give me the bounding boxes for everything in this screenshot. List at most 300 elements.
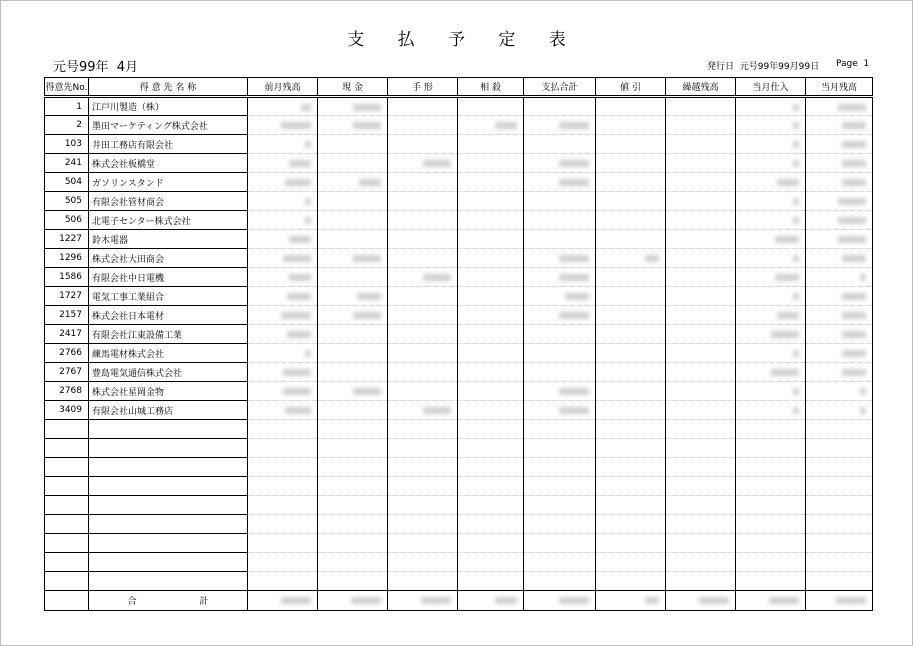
empty-cell xyxy=(388,477,458,496)
empty-row xyxy=(45,458,873,477)
amount-cell-redacted xyxy=(458,401,524,420)
customer-code: 1296 xyxy=(45,249,89,268)
customer-code: 506 xyxy=(45,211,89,230)
report-title: 支 払 予 定 表 xyxy=(347,30,580,50)
customer-code: 1727 xyxy=(45,287,89,306)
amount-cell-redacted xyxy=(806,135,873,154)
empty-cell xyxy=(248,553,318,572)
amount-cell-redacted xyxy=(524,287,596,306)
amount-cell-redacted xyxy=(388,116,458,135)
empty-cell xyxy=(806,572,873,591)
redacted-value xyxy=(305,198,311,205)
redacted-value xyxy=(287,293,311,300)
empty-cell xyxy=(45,420,89,439)
amount-cell-redacted xyxy=(458,135,524,154)
amount-cell-redacted xyxy=(248,154,318,173)
redacted-value xyxy=(771,331,799,338)
amount-cell-redacted xyxy=(806,97,873,116)
empty-cell xyxy=(45,477,89,496)
empty-cell xyxy=(736,572,806,591)
redacted-value xyxy=(421,597,451,604)
amount-cell-redacted xyxy=(318,363,388,382)
redacted-value xyxy=(793,141,799,148)
customer-name: 株式会社大田商会 xyxy=(89,249,248,268)
empty-cell xyxy=(318,420,388,439)
empty-cell xyxy=(806,515,873,534)
redacted-value xyxy=(836,597,866,604)
amount-cell-redacted xyxy=(318,230,388,249)
redacted-value xyxy=(842,141,866,148)
redacted-value xyxy=(281,122,311,129)
amount-cell-redacted xyxy=(388,344,458,363)
redacted-value xyxy=(289,274,311,281)
amount-cell-redacted xyxy=(806,363,873,382)
total-amount-redacted xyxy=(736,591,806,611)
empty-cell xyxy=(596,496,666,515)
amount-cell-redacted xyxy=(806,211,873,230)
empty-cell xyxy=(524,534,596,553)
amount-cell-redacted xyxy=(318,116,388,135)
redacted-value xyxy=(357,293,381,300)
empty-cell xyxy=(388,515,458,534)
amount-cell-redacted xyxy=(248,401,318,420)
empty-cell xyxy=(388,572,458,591)
redacted-value xyxy=(777,312,799,319)
page-number: Page 1 xyxy=(836,59,870,69)
redacted-value xyxy=(860,407,866,414)
col-header-carryover: 繰越残高 xyxy=(666,78,736,97)
empty-cell xyxy=(736,534,806,553)
amount-cell-redacted xyxy=(596,116,666,135)
amount-cell-redacted xyxy=(736,116,806,135)
redacted-value xyxy=(842,369,866,376)
amount-cell-redacted xyxy=(666,230,736,249)
amount-cell-redacted xyxy=(524,382,596,401)
empty-cell xyxy=(458,477,524,496)
table-row xyxy=(45,344,873,363)
customer-code: 504 xyxy=(45,173,89,192)
table-row xyxy=(45,97,873,116)
table-row xyxy=(45,287,873,306)
redacted-value xyxy=(353,122,381,129)
redacted-value xyxy=(842,312,866,319)
amount-cell-redacted xyxy=(666,173,736,192)
amount-cell-redacted xyxy=(666,363,736,382)
empty-cell xyxy=(388,534,458,553)
empty-cell xyxy=(388,439,458,458)
amount-cell-redacted xyxy=(596,192,666,211)
redacted-value xyxy=(793,104,799,111)
table-row xyxy=(45,306,873,325)
amount-cell-redacted xyxy=(458,192,524,211)
empty-cell xyxy=(458,496,524,515)
empty-row xyxy=(45,572,873,591)
empty-cell xyxy=(736,496,806,515)
redacted-value xyxy=(842,122,866,129)
col-header-bill: 手 形 xyxy=(388,78,458,97)
amount-cell-redacted xyxy=(318,192,388,211)
customer-code: 2417 xyxy=(45,325,89,344)
redacted-value xyxy=(775,274,799,281)
amount-cell-redacted xyxy=(736,401,806,420)
customer-name: 北電子センター株式会社 xyxy=(89,211,248,230)
amount-cell-redacted xyxy=(524,325,596,344)
amount-cell-redacted xyxy=(388,211,458,230)
amount-cell-redacted xyxy=(666,192,736,211)
col-header-discount: 値 引 xyxy=(596,78,666,97)
redacted-value xyxy=(559,122,589,129)
redacted-value xyxy=(793,160,799,167)
customer-name: 豊島電気通信株式会社 xyxy=(89,363,248,382)
empty-cell xyxy=(248,572,318,591)
amount-cell-redacted xyxy=(248,192,318,211)
empty-cell xyxy=(458,572,524,591)
amount-cell-redacted xyxy=(248,325,318,344)
customer-code: 2 xyxy=(45,116,89,135)
amount-cell-redacted xyxy=(806,344,873,363)
amount-cell-redacted xyxy=(736,306,806,325)
amount-cell-redacted xyxy=(248,363,318,382)
col-header-payment-total: 支払合計 xyxy=(524,78,596,97)
empty-cell xyxy=(318,534,388,553)
redacted-value xyxy=(559,312,589,319)
table-row xyxy=(45,116,873,135)
amount-cell-redacted xyxy=(806,401,873,420)
empty-cell xyxy=(248,439,318,458)
amount-cell-redacted xyxy=(736,249,806,268)
redacted-value xyxy=(353,104,381,111)
table-row xyxy=(45,249,873,268)
redacted-value xyxy=(775,236,799,243)
customer-name: 有限会社江東設備工業 xyxy=(89,325,248,344)
redacted-value xyxy=(353,312,381,319)
total-amount-redacted xyxy=(248,591,318,611)
customer-name: 有限会社中日電機 xyxy=(89,268,248,287)
redacted-value xyxy=(423,160,451,167)
amount-cell-redacted xyxy=(806,230,873,249)
amount-cell-redacted xyxy=(458,211,524,230)
empty-cell xyxy=(806,420,873,439)
table-header xyxy=(45,78,873,97)
redacted-value xyxy=(645,255,659,262)
empty-cell xyxy=(45,439,89,458)
redacted-value xyxy=(793,255,799,262)
amount-cell-redacted xyxy=(388,135,458,154)
amount-cell-redacted xyxy=(806,192,873,211)
amount-cell-redacted xyxy=(806,173,873,192)
amount-cell-redacted xyxy=(666,325,736,344)
amount-cell-redacted xyxy=(458,173,524,192)
amount-cell-redacted xyxy=(248,173,318,192)
amount-cell-redacted xyxy=(388,306,458,325)
empty-cell xyxy=(458,439,524,458)
amount-cell-redacted xyxy=(318,97,388,116)
amount-cell-redacted xyxy=(388,154,458,173)
redacted-value xyxy=(842,255,866,262)
empty-row xyxy=(45,496,873,515)
amount-cell-redacted xyxy=(666,154,736,173)
amount-cell-redacted xyxy=(596,268,666,287)
amount-cell-redacted xyxy=(318,249,388,268)
amount-cell-redacted xyxy=(318,154,388,173)
total-code-cell xyxy=(45,591,89,611)
customer-code: 2157 xyxy=(45,306,89,325)
customer-code: 241 xyxy=(45,154,89,173)
empty-cell xyxy=(524,553,596,572)
redacted-value xyxy=(283,388,311,395)
customer-name: 江戸川製造（株） xyxy=(89,97,248,116)
total-amount-redacted xyxy=(388,591,458,611)
redacted-value xyxy=(559,597,589,604)
empty-cell xyxy=(89,553,248,572)
empty-cell xyxy=(318,515,388,534)
customer-name: 有限会社管材商会 xyxy=(89,192,248,211)
empty-cell xyxy=(248,420,318,439)
amount-cell-redacted xyxy=(596,344,666,363)
amount-cell-redacted xyxy=(388,268,458,287)
amount-cell-redacted xyxy=(524,211,596,230)
redacted-value xyxy=(423,274,451,281)
amount-cell-redacted xyxy=(388,363,458,382)
table-row xyxy=(45,325,873,344)
table-row xyxy=(45,211,873,230)
amount-cell-redacted xyxy=(458,344,524,363)
amount-cell-redacted xyxy=(458,116,524,135)
amount-cell-redacted xyxy=(524,116,596,135)
amount-cell-redacted xyxy=(596,382,666,401)
empty-cell xyxy=(89,420,248,439)
redacted-value xyxy=(860,274,866,281)
amount-cell-redacted xyxy=(524,268,596,287)
customer-name: 株式会社日本電材 xyxy=(89,306,248,325)
table-row xyxy=(45,135,873,154)
amount-cell-redacted xyxy=(318,173,388,192)
amount-cell-redacted xyxy=(318,306,388,325)
amount-cell-redacted xyxy=(736,230,806,249)
empty-cell xyxy=(318,553,388,572)
empty-cell xyxy=(666,477,736,496)
amount-cell-redacted xyxy=(596,249,666,268)
empty-cell xyxy=(666,496,736,515)
amount-cell-redacted xyxy=(388,97,458,116)
table-row xyxy=(45,230,873,249)
customer-name: ガソリンスタンド xyxy=(89,173,248,192)
empty-cell xyxy=(89,515,248,534)
amount-cell-redacted xyxy=(596,154,666,173)
empty-cell xyxy=(89,496,248,515)
amount-cell-redacted xyxy=(596,401,666,420)
total-amount-redacted xyxy=(458,591,524,611)
amount-cell-redacted xyxy=(736,325,806,344)
customer-code: 2767 xyxy=(45,363,89,382)
amount-cell-redacted xyxy=(318,268,388,287)
empty-row xyxy=(45,534,873,553)
amount-cell-redacted xyxy=(248,268,318,287)
customer-code: 2768 xyxy=(45,382,89,401)
amount-cell-redacted xyxy=(666,287,736,306)
empty-cell xyxy=(736,439,806,458)
empty-cell xyxy=(89,534,248,553)
empty-cell xyxy=(45,458,89,477)
redacted-value xyxy=(495,597,517,604)
redacted-value xyxy=(305,350,311,357)
empty-cell xyxy=(89,458,248,477)
amount-cell-redacted xyxy=(248,135,318,154)
table-row xyxy=(45,363,873,382)
empty-cell xyxy=(388,496,458,515)
redacted-value xyxy=(285,179,311,186)
empty-cell xyxy=(388,553,458,572)
empty-cell xyxy=(806,458,873,477)
amount-cell-redacted xyxy=(524,230,596,249)
empty-cell xyxy=(524,572,596,591)
redacted-value xyxy=(793,198,799,205)
empty-cell xyxy=(736,420,806,439)
amount-cell-redacted xyxy=(524,154,596,173)
amount-cell-redacted xyxy=(388,230,458,249)
redacted-value xyxy=(283,255,311,262)
amount-cell-redacted xyxy=(666,344,736,363)
empty-cell xyxy=(458,458,524,477)
redacted-value xyxy=(771,369,799,376)
empty-cell xyxy=(248,458,318,477)
table-row xyxy=(45,173,873,192)
amount-cell-redacted xyxy=(318,344,388,363)
redacted-value xyxy=(860,388,866,395)
redacted-value xyxy=(289,160,311,167)
empty-cell xyxy=(89,477,248,496)
empty-cell xyxy=(806,496,873,515)
amount-cell-redacted xyxy=(806,116,873,135)
redacted-value xyxy=(838,217,866,224)
amount-cell-redacted xyxy=(524,344,596,363)
amount-cell-redacted xyxy=(806,382,873,401)
amount-cell-redacted xyxy=(596,230,666,249)
redacted-value xyxy=(301,104,311,111)
table-row xyxy=(45,192,873,211)
amount-cell-redacted xyxy=(248,344,318,363)
table-row xyxy=(45,401,873,420)
empty-cell xyxy=(458,553,524,572)
amount-cell-redacted xyxy=(318,287,388,306)
empty-cell xyxy=(806,477,873,496)
redacted-value xyxy=(287,331,311,338)
customer-name: 墨田マーケティング株式会社 xyxy=(89,116,248,135)
amount-cell-redacted xyxy=(248,306,318,325)
amount-cell-redacted xyxy=(458,230,524,249)
amount-cell-redacted xyxy=(458,97,524,116)
customer-code: 1227 xyxy=(45,230,89,249)
amount-cell-redacted xyxy=(806,268,873,287)
empty-cell xyxy=(458,515,524,534)
redacted-value xyxy=(283,369,311,376)
amount-cell-redacted xyxy=(318,401,388,420)
redacted-value xyxy=(353,388,381,395)
redacted-value xyxy=(359,179,381,186)
redacted-value xyxy=(559,407,589,414)
empty-cell xyxy=(736,477,806,496)
amount-cell-redacted xyxy=(388,287,458,306)
empty-cell xyxy=(458,534,524,553)
amount-cell-redacted xyxy=(248,211,318,230)
col-header-prev-balance: 前月残高 xyxy=(248,78,318,97)
amount-cell-redacted xyxy=(666,135,736,154)
amount-cell-redacted xyxy=(524,173,596,192)
total-row xyxy=(45,591,873,611)
redacted-value xyxy=(838,198,866,205)
amount-cell-redacted xyxy=(248,230,318,249)
empty-cell xyxy=(524,458,596,477)
redacted-value xyxy=(793,407,799,414)
redacted-value xyxy=(353,255,381,262)
amount-cell-redacted xyxy=(736,344,806,363)
amount-cell-redacted xyxy=(666,97,736,116)
col-header-purchase: 当月仕入 xyxy=(736,78,806,97)
col-header-offset: 相 殺 xyxy=(458,78,524,97)
redacted-value xyxy=(305,141,311,148)
empty-cell xyxy=(45,515,89,534)
empty-cell xyxy=(596,515,666,534)
empty-cell xyxy=(806,553,873,572)
empty-cell xyxy=(524,477,596,496)
report-period: 元号99年 4月 xyxy=(53,60,139,75)
redacted-value xyxy=(699,597,729,604)
total-amount-redacted xyxy=(596,591,666,611)
amount-cell-redacted xyxy=(458,306,524,325)
amount-cell-redacted xyxy=(524,401,596,420)
amount-cell-redacted xyxy=(248,287,318,306)
redacted-value xyxy=(285,407,311,414)
amount-cell-redacted xyxy=(736,173,806,192)
empty-cell xyxy=(524,420,596,439)
amount-cell-redacted xyxy=(806,287,873,306)
amount-cell-redacted xyxy=(736,382,806,401)
empty-row xyxy=(45,420,873,439)
empty-row xyxy=(45,477,873,496)
redacted-value xyxy=(842,160,866,167)
empty-cell xyxy=(388,458,458,477)
redacted-value xyxy=(559,388,589,395)
redacted-value xyxy=(769,597,799,604)
empty-row xyxy=(45,439,873,458)
redacted-value xyxy=(645,597,659,604)
amount-cell-redacted xyxy=(596,211,666,230)
amount-cell-redacted xyxy=(248,116,318,135)
amount-cell-redacted xyxy=(458,249,524,268)
amount-cell-redacted xyxy=(806,325,873,344)
amount-cell-redacted xyxy=(666,382,736,401)
redacted-value xyxy=(305,217,311,224)
amount-cell-redacted xyxy=(736,211,806,230)
empty-cell xyxy=(524,515,596,534)
amount-cell-redacted xyxy=(666,211,736,230)
empty-cell xyxy=(45,534,89,553)
amount-cell-redacted xyxy=(248,382,318,401)
empty-cell xyxy=(458,420,524,439)
amount-cell-redacted xyxy=(458,325,524,344)
amount-cell-redacted xyxy=(524,249,596,268)
amount-cell-redacted xyxy=(318,325,388,344)
customer-code: 2766 xyxy=(45,344,89,363)
empty-cell xyxy=(388,420,458,439)
empty-cell xyxy=(666,572,736,591)
empty-cell xyxy=(596,420,666,439)
amount-cell-redacted xyxy=(666,116,736,135)
empty-cell xyxy=(248,496,318,515)
amount-cell-redacted xyxy=(458,363,524,382)
redacted-value xyxy=(838,236,866,243)
amount-cell-redacted xyxy=(388,401,458,420)
